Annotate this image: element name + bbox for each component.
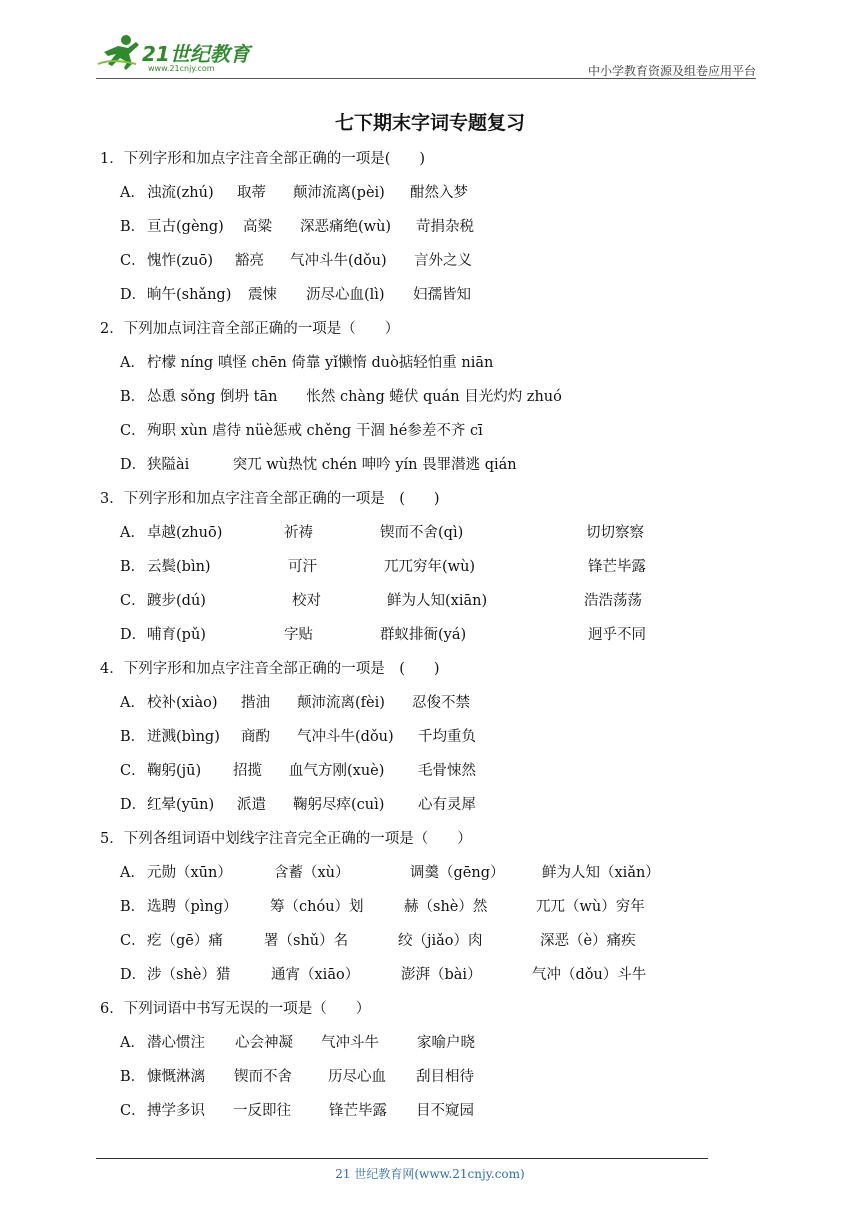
- option-row: [100, 726, 740, 748]
- option-row: [100, 1066, 740, 1088]
- option-item: 深恶痛绝(wù): [300, 219, 392, 235]
- option-label: D．: [120, 627, 147, 643]
- option-item: 搏学多识: [147, 1103, 205, 1119]
- option-row: [100, 862, 740, 884]
- option-row: [100, 590, 740, 612]
- question-stem: 1．下列字形和加点字注音全部正确的一项是( ): [100, 151, 426, 167]
- option-row: [100, 250, 740, 272]
- option-label: B．: [120, 219, 146, 235]
- option-item: 鲜为人知(xiān): [387, 593, 488, 609]
- option-item: 含蓄（xù）: [274, 865, 350, 881]
- option-label: C．: [120, 253, 146, 269]
- option-item: 锋芒毕露: [588, 559, 646, 575]
- option-row: [100, 1100, 740, 1122]
- option-row: [100, 216, 740, 238]
- option-item: 气冲（dǒu）斗牛: [532, 967, 647, 983]
- option-item: 迥乎不同: [588, 627, 646, 643]
- option-item: 选聘（pìng）: [147, 899, 238, 915]
- option-item: 鞠躬(jū): [147, 763, 202, 779]
- option-item: 商酌: [241, 729, 270, 745]
- option-item: 可汗: [288, 559, 317, 575]
- page-title: 七下期末字词专题复习: [334, 112, 525, 134]
- runner-logo-icon: [96, 34, 144, 74]
- option-item: 气冲斗牛: [321, 1035, 379, 1051]
- option-item: 群蚁排衙(yá): [380, 627, 467, 643]
- option-item: 心有灵犀: [418, 797, 476, 813]
- option-item: 深恶（è）痛疾: [540, 933, 636, 949]
- platform-name: 中小学教育资源及组卷应用平台: [587, 64, 756, 78]
- option-row: [100, 692, 740, 714]
- option-item: 家喻户晓: [417, 1035, 475, 1051]
- option-label: D．: [120, 457, 147, 473]
- question-stem: 2．下列加点词注音全部正确的一项是（ ）: [100, 321, 400, 337]
- option-item: 气冲斗牛(dǒu): [297, 729, 394, 745]
- option-item: 兀兀（wù）穷年: [536, 899, 645, 915]
- option-row: [100, 182, 740, 204]
- option-row: [100, 386, 740, 408]
- option-item: 一反即往: [233, 1103, 291, 1119]
- option-row: [100, 624, 740, 646]
- option-item: 酣然入梦: [410, 185, 468, 201]
- option-row: [100, 964, 740, 986]
- option-item: 高粱: [243, 219, 272, 235]
- logo-text: 21世纪教育: [142, 42, 250, 66]
- option-item: 澎湃（bài）: [401, 967, 482, 983]
- option-item: 气冲斗牛(dǒu): [290, 253, 387, 269]
- option-label: B．: [120, 899, 146, 915]
- footer-divider: [96, 1158, 708, 1159]
- option-item: 元勋（xūn）: [147, 865, 232, 881]
- option-row: [100, 760, 740, 782]
- option-item: 颠沛流离(fèi): [297, 695, 385, 711]
- option-item: 招揽: [233, 763, 262, 779]
- option-item: 血气方刚(xuè): [289, 763, 385, 779]
- header-divider: [96, 78, 756, 79]
- option-item: 浩浩荡荡: [584, 593, 642, 609]
- question-stem: 4．下列字形和加点字注音全部正确的一项是 ( ): [100, 661, 440, 677]
- option-item: 柠檬 níng 嗔怪 chēn 倚靠 yǐ懒惰 duò掂轻怕重 niān: [147, 355, 494, 371]
- question-list: [100, 148, 740, 1134]
- option-label: B．: [120, 729, 146, 745]
- option-row: [100, 522, 740, 544]
- option-item: 校对: [292, 593, 321, 609]
- page-header: [96, 34, 756, 78]
- option-row: [100, 352, 740, 374]
- option-item: 亘古(gèng): [147, 219, 224, 235]
- option-item: 沥尽心血(lì): [306, 287, 385, 303]
- option-label: D．: [120, 797, 147, 813]
- option-item: 浊流(zhú): [147, 185, 214, 201]
- option-item: 震悚: [248, 287, 277, 303]
- option-item: 揩油: [241, 695, 270, 711]
- option-label: C．: [120, 593, 146, 609]
- option-item: 怂恿 sǒng 倒坍 tān 怅然 chàng 蜷伏 quán 目光灼灼 zhuó: [147, 389, 562, 405]
- option-item: 狭隘ài 突兀 wù热忱 chén 呻吟 yín 畏罪潜逃 qián: [147, 457, 517, 473]
- option-item: 鲜为人知（xiǎn）: [542, 865, 660, 881]
- option-item: 赫（shè）然: [404, 899, 488, 915]
- option-row: [100, 794, 740, 816]
- option-row: [100, 896, 740, 918]
- option-item: 红晕(yūn): [147, 797, 215, 813]
- option-item: 历尽心血: [328, 1069, 386, 1085]
- option-label: A．: [120, 1035, 145, 1051]
- option-item: 潜心惯注: [147, 1035, 205, 1051]
- option-label: C．: [120, 933, 146, 949]
- option-item: 通宵（xiāo）: [271, 967, 360, 983]
- option-label: D．: [120, 967, 147, 983]
- option-item: 殉职 xùn 虐待 nüè惩戒 chěng 干涸 hé参差不齐 cī: [147, 423, 483, 439]
- option-item: 署（shǔ）名: [264, 933, 349, 949]
- option-item: 晌午(shǎng): [147, 287, 232, 303]
- option-item: 涉（shè）猎: [147, 967, 231, 983]
- option-item: 派遣: [237, 797, 266, 813]
- option-item: 字贴: [284, 627, 313, 643]
- option-item: 心会神凝: [235, 1035, 293, 1051]
- option-item: 切切察察: [586, 525, 644, 541]
- option-item: 哺育(pǔ): [147, 627, 206, 643]
- option-label: B．: [120, 389, 146, 405]
- option-item: 锲而不舍: [234, 1069, 292, 1085]
- option-item: 校补(xiào): [147, 695, 218, 711]
- option-label: C．: [120, 1103, 146, 1119]
- option-label: A．: [120, 185, 145, 201]
- question-stem: 5．下列各组词语中划线字注音完全正确的一项是（ ）: [100, 831, 472, 847]
- option-label: D．: [120, 287, 147, 303]
- option-item: 千均重负: [418, 729, 476, 745]
- option-item: 卓越(zhuō): [147, 525, 223, 541]
- option-item: 疙（gē）痛: [147, 933, 223, 949]
- option-item: 踱步(dú): [147, 593, 206, 609]
- option-item: 刮目相待: [416, 1069, 474, 1085]
- option-row: [100, 556, 740, 578]
- option-item: 调羹（gēng）: [410, 865, 505, 881]
- option-item: 慷慨淋漓: [147, 1069, 205, 1085]
- logo-url: www.21cnjy.com: [148, 64, 215, 73]
- option-row: [100, 284, 740, 306]
- option-item: 言外之义: [414, 253, 472, 269]
- option-item: 忍俊不禁: [412, 695, 470, 711]
- option-row: [100, 930, 740, 952]
- option-item: 筹（chóu）划: [270, 899, 364, 915]
- option-item: 绞（jiǎo）肉: [398, 933, 483, 949]
- option-row: [100, 420, 740, 442]
- logo: [96, 34, 266, 78]
- option-item: 锲而不舍(qì): [380, 525, 464, 541]
- option-label: A．: [120, 695, 145, 711]
- option-label: B．: [120, 1069, 146, 1085]
- option-item: 祈祷: [284, 525, 313, 541]
- option-item: 目不窥园: [416, 1103, 474, 1119]
- option-row: [100, 1032, 740, 1054]
- option-item: 鞠躬尽瘁(cuì): [293, 797, 385, 813]
- question-stem: 6．下列词语中书写无误的一项是（ ）: [100, 1001, 371, 1017]
- option-item: 云鬓(bìn): [147, 559, 211, 575]
- option-item: 愧怍(zuō): [147, 253, 214, 269]
- option-item: 颠沛流离(pèi): [293, 185, 385, 201]
- option-label: A．: [120, 865, 145, 881]
- option-item: 取蒂: [237, 185, 266, 201]
- footer-text: 21 世纪教育网(www.21cnjy.com): [335, 1167, 525, 1181]
- option-label: A．: [120, 525, 145, 541]
- option-item: 豁亮: [235, 253, 264, 269]
- option-item: 锋芒毕露: [329, 1103, 387, 1119]
- option-label: B．: [120, 559, 146, 575]
- option-label: A．: [120, 355, 145, 371]
- question-stem: 3．下列字形和加点字注音全部正确的一项是 ( ): [100, 491, 440, 507]
- option-row: [100, 454, 740, 476]
- option-item: 苛捐杂税: [416, 219, 474, 235]
- option-item: 兀兀穷年(wù): [384, 559, 476, 575]
- option-item: 迸溅(bìng): [147, 729, 220, 745]
- option-label: C．: [120, 763, 146, 779]
- option-item: 妇孺皆知: [413, 287, 471, 303]
- option-item: 毛骨悚然: [418, 763, 476, 779]
- option-label: C．: [120, 423, 146, 439]
